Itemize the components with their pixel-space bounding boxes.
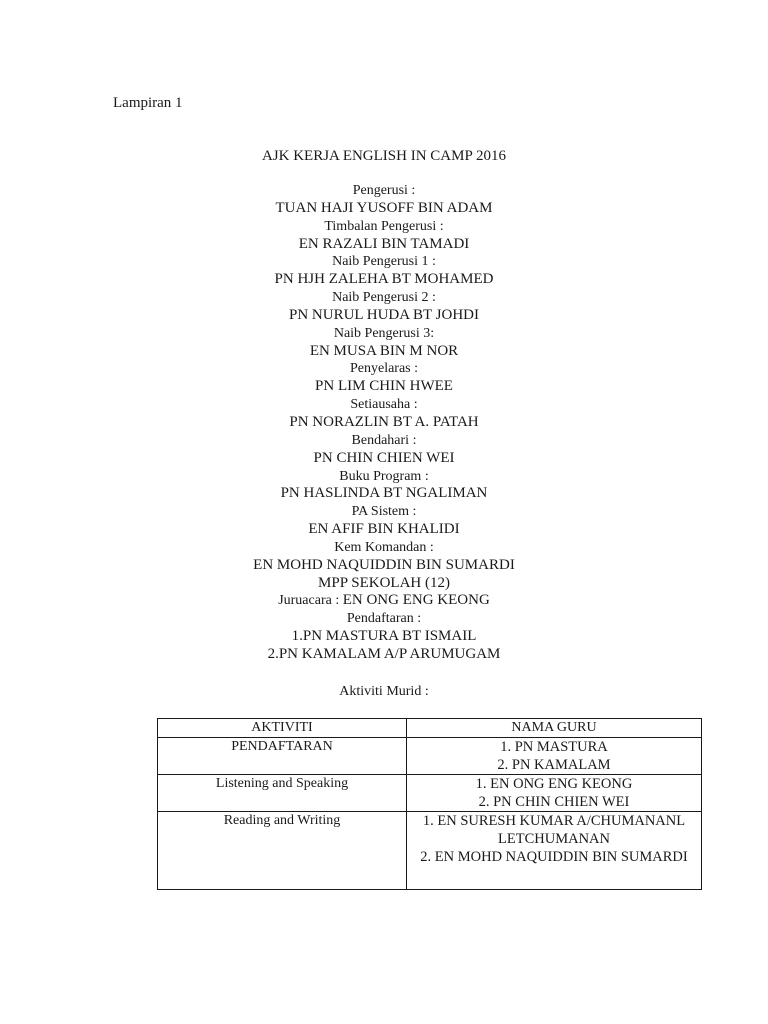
teacher-cell: [407, 738, 702, 775]
committee-list: [0, 182, 768, 664]
teacher-cell: [407, 775, 702, 812]
activities-heading: Aktiviti Murid :: [339, 684, 429, 699]
committee-role: Buku Program :: [339, 468, 429, 484]
committee-member: TUAN HAJI YUSOFF BIN ADAM: [275, 199, 493, 216]
teacher-name: 1. PN MASTURA: [500, 739, 608, 755]
committee-member: MPP SEKOLAH (12): [318, 574, 450, 591]
teacher-name: 1. EN ONG ENG KEONG: [475, 776, 633, 792]
column-header-aktiviti: AKTIVITI: [158, 719, 407, 738]
activity-cell: Listening and Speaking: [158, 775, 407, 812]
committee-member: PN CHIN CHIEN WEI: [313, 449, 455, 466]
committee-member: EN ONG ENG KEONG: [342, 592, 490, 609]
committee-role: Naib Pengerusi 2 :: [332, 290, 436, 306]
committee-member: PN NORAZLIN BT A. PATAH: [289, 413, 479, 430]
activities-table: [157, 718, 702, 890]
committee-member: EN AFIF BIN KHALIDI: [308, 521, 460, 538]
teacher-cell: [407, 812, 702, 890]
committee-role: Setiausaha :: [350, 397, 418, 413]
committee-member: PN LIM CHIN HWEE: [315, 378, 453, 395]
committee-member: PN HASLINDA BT NGALIMAN: [280, 485, 488, 502]
committee-member: EN MUSA BIN M NOR: [309, 342, 459, 359]
committee-member: EN RAZALI BIN TAMADI: [298, 235, 470, 252]
committee-member: 1.PN MASTURA BT ISMAIL: [291, 628, 477, 645]
committee-role: Naib Pengerusi 3:: [333, 325, 435, 341]
column-header-nama-guru: NAMA GURU: [407, 719, 702, 738]
document-title: AJK KERJA ENGLISH IN CAMP 2016: [261, 148, 507, 164]
table-row: [158, 738, 702, 775]
committee-role: Pengerusi :: [352, 183, 416, 198]
teacher-name: 1. EN SURESH KUMAR A/CHUMANANL: [422, 813, 686, 829]
activity-cell: Reading and Writing: [158, 812, 407, 890]
committee-member: PN NURUL HUDA BT JOHDI: [288, 306, 479, 323]
committee-member: 2.PN KAMALAM A/P ARUMUGAM: [267, 645, 501, 662]
committee-role: Naib Pengerusi 1 :: [332, 254, 436, 270]
teacher-name: LETCHUMANAN: [498, 831, 610, 847]
activity-cell: PENDAFTARAN: [158, 738, 407, 775]
table-row: [158, 812, 702, 890]
appendix-label: Lampiran 1: [113, 95, 183, 111]
teacher-name: 2. PN KAMALAM: [497, 757, 611, 773]
committee-member: EN MOHD NAQUIDDIN BIN SUMARDI: [253, 556, 515, 573]
committee-role: PA Sistem :: [351, 504, 417, 520]
committee-member: PN HJH ZALEHA BT MOHAMED: [274, 271, 494, 288]
table-row: [158, 775, 702, 812]
teacher-name: 2. EN MOHD NAQUIDDIN BIN SUMARDI: [420, 849, 688, 865]
committee-role: Kem Komandan :: [334, 539, 434, 555]
committee-mixed-line: [0, 592, 768, 610]
teacher-name: 2. PN CHIN CHIEN WEI: [478, 794, 630, 810]
committee-role: Juruacara :: [278, 593, 343, 609]
table-header-row: [158, 719, 702, 738]
committee-role: Penyelaras :: [349, 361, 419, 377]
committee-role: Pendaftaran :: [346, 611, 422, 627]
committee-role: Bendahari :: [351, 432, 417, 448]
committee-role: Timbalan Pengerusi :: [324, 218, 444, 234]
